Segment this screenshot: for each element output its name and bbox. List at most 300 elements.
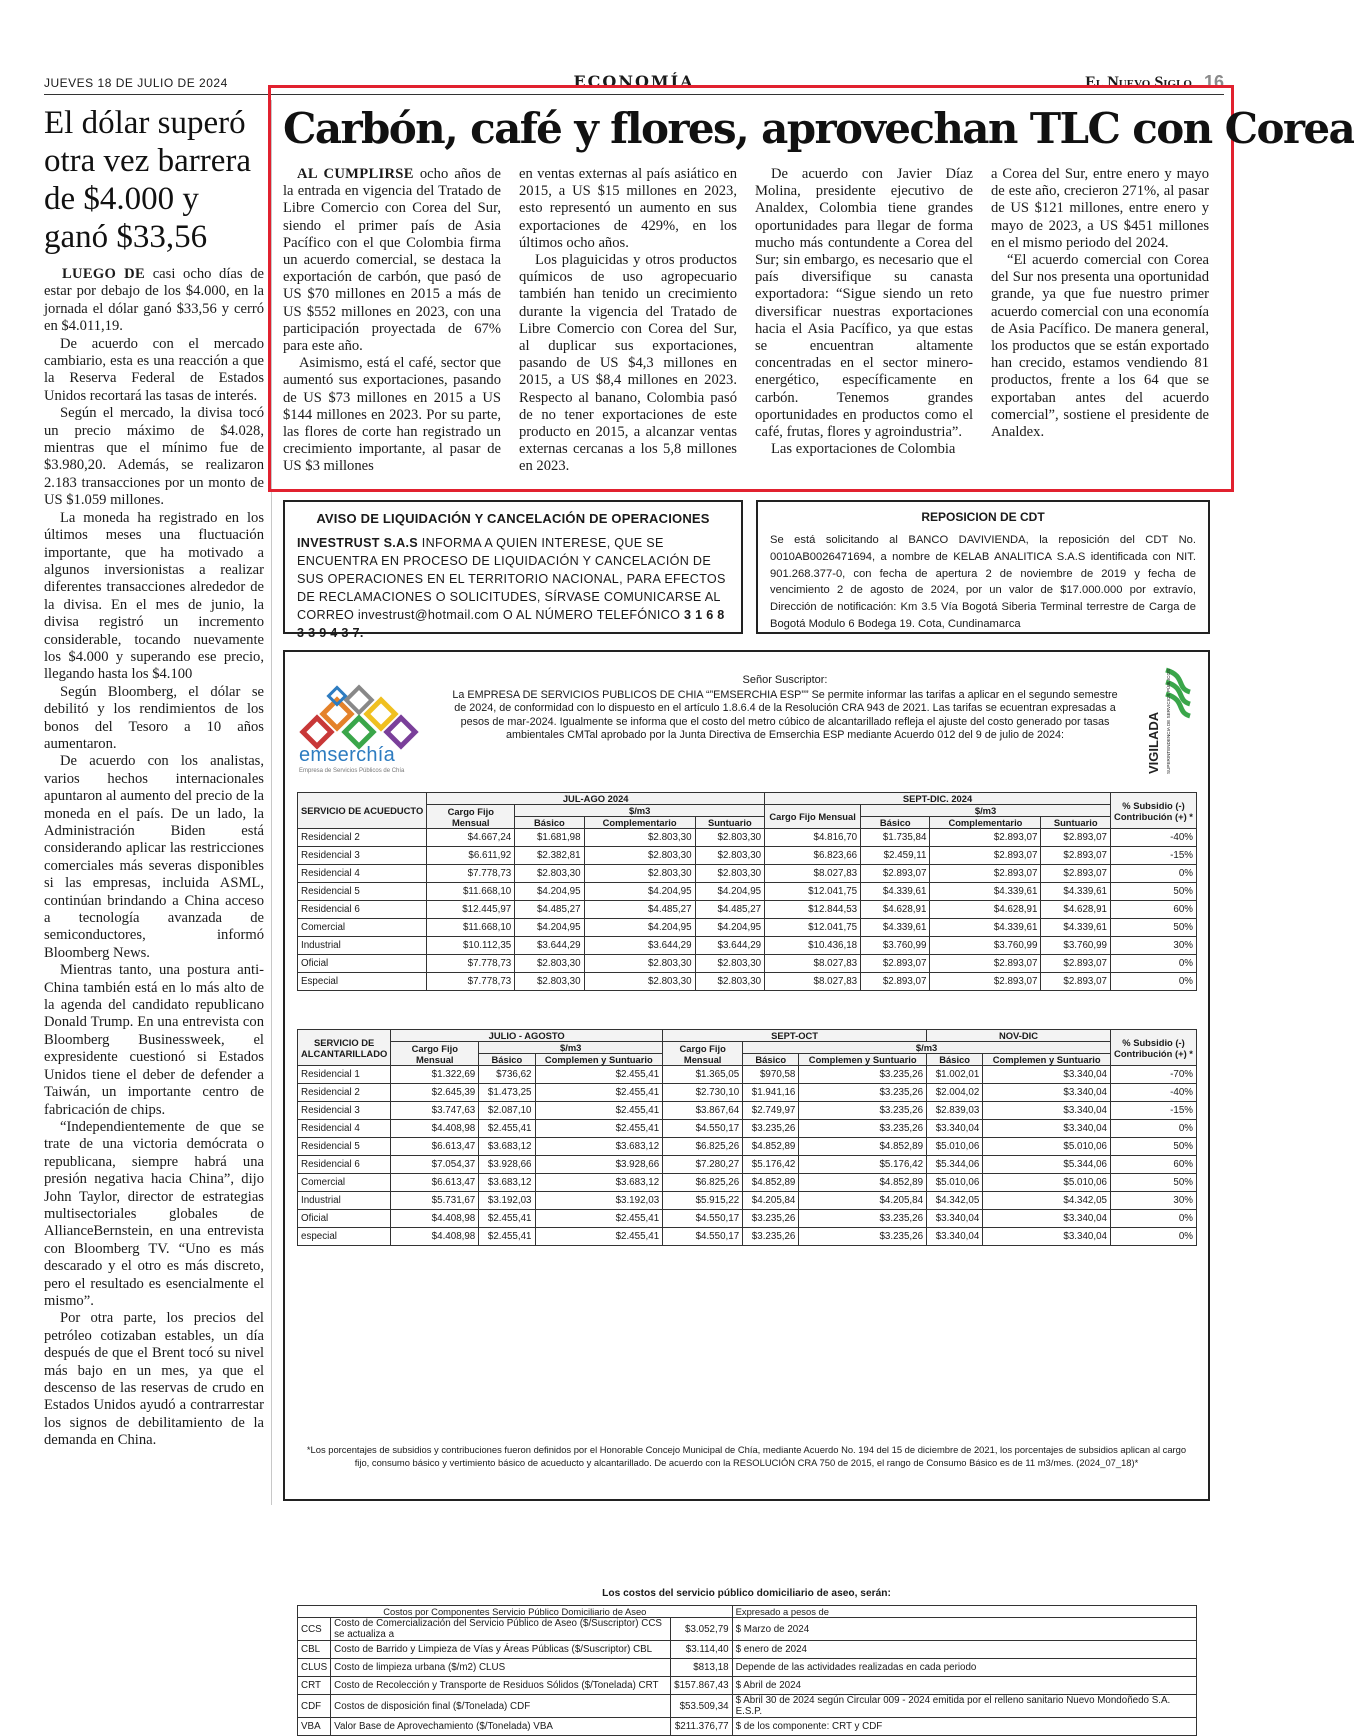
table-cell: $4.204,95: [515, 919, 584, 937]
table-cell: $2.455,41: [535, 1084, 663, 1102]
col-header: SEPT-OCT: [663, 1030, 927, 1042]
article-paragraph: La moneda ha registrado en los últimos meses una fluctuación importante, que ha motivado a algunos inversionistas a realizar diferentes transacciones alrededor de la divisa. En el mes de junio, la divisa registró un incremento considerable, tocando nuevamente los $4.000 y superando ese precio, llegando hasta los $4.100: [44, 509, 264, 683]
table-cell: $3.683,12: [535, 1174, 663, 1192]
table-cell: $2.455,41: [535, 1066, 663, 1084]
row-label: Residencial 3: [298, 1102, 391, 1120]
table-cell: $3.644,29: [584, 937, 695, 955]
table-row: [298, 1695, 1197, 1718]
table-cell: 0%: [1111, 955, 1197, 973]
aseo-table-body: [298, 1618, 1197, 1736]
article-paragraph: Por otra parte, los precios del petróleo cotizaban estables, un día después de que el Brent tocó su nivel más bajo en un mes, ya que el descenso de las reservas de crudo en Estados Unidos ayudó a contrarrestar los signos de debilitamiento de la demanda en China.: [44, 1310, 264, 1449]
cdt-notice: [756, 500, 1210, 634]
col-header: $/m3: [479, 1042, 663, 1054]
dollar-article-title: El dólar superó otra vez barrera de $4.000 y ganó $33,56: [44, 105, 252, 255]
table-cell: 50%: [1111, 1174, 1197, 1192]
table-cell: $2.893,07: [1041, 847, 1111, 865]
table-cell: $3.340,04: [927, 1120, 983, 1138]
cost-value: $813,18: [671, 1659, 732, 1677]
table-cell: $4.628,91: [930, 901, 1041, 919]
notice-text: O AL NÚMERO TELEFÓNICO: [499, 608, 684, 622]
table-cell: $4.339,61: [861, 919, 930, 937]
paragraph-text: casi ocho días de estar por debajo de los $4.000, en la jornada el dólar ganó $33,56 y cerró en $4.011,19.: [44, 266, 264, 335]
table-cell: 0%: [1111, 865, 1197, 883]
vigilada-seal-icon: [1136, 666, 1192, 776]
table-cell: $3.340,04: [983, 1228, 1111, 1246]
col-header: NOV-DIC: [927, 1030, 1111, 1042]
row-label: especial: [298, 1228, 391, 1246]
table-row: [298, 1641, 1197, 1659]
tlc-article-title: Carbón, café y flores, aprovechan TLC con Corea: [283, 104, 1354, 153]
col-header: Cargo Fijo Mensual: [663, 1042, 743, 1066]
table-cell: $6.823,66: [765, 847, 861, 865]
tlc-article-body: [283, 166, 1213, 486]
alcantarillado-table-body: [298, 1066, 1197, 1246]
article-column-3: [755, 166, 973, 458]
emserchia-tariff-notice: [283, 650, 1210, 1732]
cost-description: Costo de Comercialización del Servicio Público de Aseo ($/Suscriptor) CCS se actualiza a: [331, 1618, 671, 1641]
col-header: Básico: [479, 1054, 535, 1066]
cost-description: Valor Base de Aprovechamiento ($/Tonelada) VBA: [331, 1718, 671, 1736]
table-cell: $5.176,42: [799, 1156, 927, 1174]
table-cell: $5.010,06: [927, 1174, 983, 1192]
table-cell: $4.485,27: [515, 901, 584, 919]
table-row: [298, 1084, 1197, 1102]
page-date: JUEVES 18 DE JULIO DE 2024: [44, 76, 228, 90]
table-cell: $3.340,04: [983, 1084, 1111, 1102]
cost-value: $211.376,77: [671, 1718, 732, 1736]
table-cell: $8.027,83: [765, 865, 861, 883]
cost-description: Costo de limpieza urbana ($/m2) CLUS: [331, 1659, 671, 1677]
table-cell: $2.455,41: [535, 1210, 663, 1228]
table-cell: $4.485,27: [584, 901, 695, 919]
article-paragraph: Según Bloomberg, el dólar se debilitó y los rendimientos de los bonos del Tesoro a 10 años aumentaron.: [44, 683, 264, 752]
vigilada-label: VIGILADA: [1146, 711, 1161, 774]
table-row: [298, 1120, 1197, 1138]
table-cell: $10.112,35: [427, 937, 515, 955]
cost-code: CRT: [298, 1677, 331, 1695]
table-row: [298, 1156, 1197, 1174]
table-cell: $5.344,06: [927, 1156, 983, 1174]
table-cell: $3.760,99: [861, 937, 930, 955]
table-cell: $3.235,26: [799, 1228, 927, 1246]
table-cell: $4.204,95: [515, 883, 584, 901]
table-cell: $3.235,26: [799, 1120, 927, 1138]
table-row: [298, 847, 1197, 865]
col-header: Complementario: [930, 817, 1041, 829]
article-paragraph: Asimismo, está el café, sector que aumentó sus exportaciones, pasando de US $73 millones en 2015 a US $144 millones en 2023. Por su parte, las flores de corte han registrado un crecimiento importante, al pasar de US $3 millones: [283, 355, 501, 475]
table-cell: $1.681,98: [515, 829, 584, 847]
cost-code: CLUS: [298, 1659, 331, 1677]
table-cell: $3.340,04: [983, 1102, 1111, 1120]
table-cell: $2.803,30: [695, 865, 765, 883]
col-header: Básico: [861, 817, 930, 829]
table-row: [298, 1192, 1197, 1210]
table-cell: 0%: [1111, 1210, 1197, 1228]
table-cell: $4.628,91: [1041, 901, 1111, 919]
col-header: Complementario: [584, 817, 695, 829]
col-header: Cargo Fijo Mensual: [427, 805, 515, 829]
tlc-article: [283, 104, 1354, 475]
article-paragraph: Los plaguicidas y otros productos químicos de uso agropecuario también han tenido un crecimiento durante la vigencia del Tratado de Libre Comercio con Corea del Sur, al duplicar sus exportaciones, pasando de US $4,3 millones en 2015, a US $8,4 millones en 2023. Respecto al banano, Colombia pasó de no tener exportaciones de este producto en 2015, a alcanzar ventas externas cercanas a los 5,8 millones en 2023.: [519, 252, 737, 475]
table-row: [298, 829, 1197, 847]
col-header: SERVICIO DE ALCANTARILLADO: [298, 1030, 391, 1066]
table-cell: $4.204,95: [584, 919, 695, 937]
row-label: Oficial: [298, 1210, 391, 1228]
table-cell: $4.205,84: [743, 1192, 799, 1210]
table-cell: $1.735,84: [861, 829, 930, 847]
table-cell: $4.204,95: [695, 919, 765, 937]
table-cell: $3.683,12: [479, 1174, 535, 1192]
table-cell: $3.867,64: [663, 1102, 743, 1120]
table-cell: $2.455,41: [535, 1228, 663, 1246]
cost-value: $53.509,34: [671, 1695, 732, 1718]
col-header: SEPT-DIC. 2024: [765, 793, 1111, 805]
table-cell: $6.825,26: [663, 1174, 743, 1192]
table-row: [298, 1210, 1197, 1228]
table-cell: $3.760,99: [930, 937, 1041, 955]
table-cell: $6.611,92: [427, 847, 515, 865]
table-cell: $10.436,18: [765, 937, 861, 955]
emserchia-logo-text: emserchía: [299, 744, 396, 766]
table-cell: $6.613,47: [391, 1138, 479, 1156]
table-row: [298, 1102, 1197, 1120]
vigilada-sublabel: SUPERINTENDENCIA DE SERVICIOS PÚBLICOS: [1166, 668, 1171, 774]
table-cell: 0%: [1111, 1228, 1197, 1246]
table-cell: $4.852,89: [799, 1174, 927, 1192]
row-label: Residencial 6: [298, 901, 427, 919]
cdt-notice-title: REPOSICION DE CDT: [921, 510, 1045, 524]
table-cell: $7.054,37: [391, 1156, 479, 1174]
table-cell: $2.455,41: [479, 1210, 535, 1228]
table-row: [298, 973, 1197, 991]
table-cell: $2.893,07: [930, 847, 1041, 865]
table-cell: $7.778,73: [427, 955, 515, 973]
article-column-1: [283, 166, 501, 476]
table-cell: $3.340,04: [927, 1210, 983, 1228]
notice-greeting: Señor Suscriptor:: [742, 674, 828, 686]
table-cell: $4.339,61: [1041, 883, 1111, 901]
table-cell: $4.852,89: [743, 1174, 799, 1192]
table-cell: $4.339,61: [1041, 919, 1111, 937]
table-row: [298, 1138, 1197, 1156]
table-cell: $2.893,07: [1041, 865, 1111, 883]
table-cell: $2.803,30: [584, 973, 695, 991]
newspaper-name: El Nuevo Siglo: [1085, 74, 1192, 91]
article-paragraph: De acuerdo con el mercado cambiario, esta es una reacción a que la Reserva Federal de Estados Unidos recortará las tasas de interés.: [44, 335, 264, 404]
article-paragraph: De acuerdo con los analistas, varios hechos internacionales apuntaron al aumento del precio de la moneda en el país. De un lado, la Administración Biden está considerando aplicar las restricciones comerciales más severas disponibles si las empresas, incluida ASML, continúan brindando a China acceso a tecnología avanzada de semiconductores, informó Bloomberg News.: [44, 753, 264, 961]
table-cell: 0%: [1111, 1120, 1197, 1138]
table-row: [298, 1174, 1197, 1192]
table-cell: 30%: [1111, 937, 1197, 955]
table-cell: $2.893,07: [1041, 955, 1111, 973]
table-cell: $4.816,70: [765, 829, 861, 847]
table-row: [298, 865, 1197, 883]
table-cell: $4.852,89: [799, 1138, 927, 1156]
table-cell: $5.344,06: [983, 1156, 1111, 1174]
row-label: Residencial 5: [298, 883, 427, 901]
table-cell: $4.339,61: [930, 919, 1041, 937]
article-paragraph: “El acuerdo comercial con Corea del Sur nos presenta una oportunidad grande, ya que fue nuestro primer acuerdo comercial con una economía de Asia Pacífico. De manera general, los productos que se están exportado han crecido, estamos vendiendo 81 productos, frente a los 64 que se exportaban antes del acuerdo comercial”, sostiene el presidente de Analdex.: [991, 252, 1209, 441]
table-cell: $2.645,39: [391, 1084, 479, 1102]
article-paragraph: en ventas externas al país asiático en 2015, a US $15 millones en 2023, esto representó un aumento en sus exportaciones de 429%, en los últimos ocho años.: [519, 166, 737, 251]
table-cell: $12.445,97: [427, 901, 515, 919]
table-cell: $5.010,06: [927, 1138, 983, 1156]
article-paragraph: Mientras tanto, una postura anti-China también está en lo más alto de la agenda del candidato republicano Donald Trump. En una entrevista con Bloomberg Businessweek, el expresidente cuestionó si Estados Unidos tiene el deber de defender a Taiwán, un importante centro de fabricación de chips.: [44, 962, 264, 1118]
row-label: Residencial 2: [298, 829, 427, 847]
article-paragraph: [44, 266, 264, 336]
table-cell: $2.803,30: [515, 973, 584, 991]
table-cell: -15%: [1111, 1102, 1197, 1120]
col-header: Cargo Fijo Mensual: [765, 805, 861, 829]
article-paragraph: “Independientemente de que se trate de una victoria demócrata o republicana, siempre habrá una presión negativa hacia China”, dijo John Taylor, director de estrategias multisectoriales globales de AllianceBernstein, en una entrevista con Bloomberg TV. “Uno es más descarado y el otro es más discreto, pero el resultado es esencialmente el mismo”.: [44, 1118, 264, 1309]
cost-reference: $ Abril de 2024: [732, 1677, 1196, 1695]
table-cell: -70%: [1111, 1066, 1197, 1084]
article-paragraph: De acuerdo con Javier Díaz Molina, presidente ejecutivo de Analdex, Colombia tiene grandes oportunidades para llegar de forma mucho más contundente a Corea del Sur; sin embargo, es necesario que el país diversifique su canasta exportadora: “Sigue siendo un reto diversificar nuestras exportaciones hacia el Asia Pacífico, ya que estas se encuentran altamente concentradas en el sector minero-energético, específicamente en carbón. Tenemos grandes oportunidades en productos como el café, frutas, flores y agroindustria”.: [755, 166, 973, 441]
table-cell: $5.915,22: [663, 1192, 743, 1210]
table-cell: $3.644,29: [695, 937, 765, 955]
aseo-costs-table: [297, 1605, 1197, 1736]
col-header: Complemen y Suntuario: [799, 1054, 927, 1066]
table-cell: $2.803,30: [695, 973, 765, 991]
table-cell: $2.893,07: [930, 973, 1041, 991]
row-label: Residencial 2: [298, 1084, 391, 1102]
row-label: Comercial: [298, 919, 427, 937]
col-header: Cargo Fijo Mensual: [391, 1042, 479, 1066]
table-row: [298, 1718, 1197, 1736]
col-header: JUL-AGO 2024: [427, 793, 765, 805]
table-cell: $12.844,53: [765, 901, 861, 919]
table-cell: $2.893,07: [1041, 829, 1111, 847]
table-cell: $4.408,98: [391, 1228, 479, 1246]
table-cell: $1.322,69: [391, 1066, 479, 1084]
cost-code: CCS: [298, 1618, 331, 1641]
row-label: Residencial 4: [298, 1120, 391, 1138]
table-cell: $2.893,07: [861, 973, 930, 991]
table-cell: $11.668,10: [427, 919, 515, 937]
row-label: Especial: [298, 973, 427, 991]
table-row: [298, 1228, 1197, 1246]
table-row: [298, 1659, 1197, 1677]
table-cell: -40%: [1111, 829, 1197, 847]
table-cell: $3.928,66: [479, 1156, 535, 1174]
row-label: Residencial 3: [298, 847, 427, 865]
table-cell: $3.340,04: [927, 1228, 983, 1246]
table-row: [298, 901, 1197, 919]
table-cell: $2.803,30: [584, 865, 695, 883]
table-cell: $3.235,26: [799, 1066, 927, 1084]
table-cell: $2.455,41: [479, 1120, 535, 1138]
col-header: Suntuario: [1041, 817, 1111, 829]
table-cell: $6.825,26: [663, 1138, 743, 1156]
table-cell: $4.339,61: [930, 883, 1041, 901]
table-cell: $3.644,29: [515, 937, 584, 955]
col-header: % Subsidio (-) Contribución (+) *: [1111, 1030, 1197, 1066]
cost-value: $157.867,43: [671, 1677, 732, 1695]
table-cell: $5.010,06: [983, 1138, 1111, 1156]
table-row: [298, 1066, 1197, 1084]
table-cell: $3.683,12: [535, 1138, 663, 1156]
col-header: $/m3: [861, 805, 1111, 817]
col-header: Básico: [515, 817, 584, 829]
table-cell: $2.455,41: [479, 1228, 535, 1246]
col-header: Suntuario: [695, 817, 765, 829]
table-cell: $7.778,73: [427, 973, 515, 991]
table-cell: $2.803,30: [515, 865, 584, 883]
table-cell: $2.893,07: [1041, 973, 1111, 991]
table-cell: 50%: [1111, 883, 1197, 901]
table-cell: $11.668,10: [427, 883, 515, 901]
cost-reference: Depende de las actividades realizadas en cada periodo: [732, 1659, 1196, 1677]
table-cell: $2.455,41: [535, 1102, 663, 1120]
table-cell: $1.365,05: [663, 1066, 743, 1084]
table-cell: $5.731,67: [391, 1192, 479, 1210]
col-header: Complemen y Suntuario: [983, 1054, 1111, 1066]
liquidation-notice-body: [285, 526, 741, 642]
table-cell: $2.803,30: [584, 847, 695, 865]
table-cell: $2.803,30: [695, 955, 765, 973]
col-header: % Subsidio (-) Contribución (+) *: [1111, 793, 1197, 829]
table-cell: $3.928,66: [535, 1156, 663, 1174]
table-cell: $736,62: [479, 1066, 535, 1084]
table-cell: $970,58: [743, 1066, 799, 1084]
table-cell: $4.342,05: [927, 1192, 983, 1210]
table-cell: 60%: [1111, 901, 1197, 919]
table-cell: -40%: [1111, 1084, 1197, 1102]
table-cell: $2.893,07: [930, 955, 1041, 973]
table-cell: 30%: [1111, 1192, 1197, 1210]
section-name: ECONOMÍA: [573, 72, 695, 91]
cost-code: VBA: [298, 1718, 331, 1736]
table-cell: $2.803,30: [515, 955, 584, 973]
table-cell: $2.087,10: [479, 1102, 535, 1120]
table-cell: $2.004,02: [927, 1084, 983, 1102]
article-column-4: [991, 166, 1209, 441]
table-row: [298, 919, 1197, 937]
table-cell: $3.235,26: [743, 1210, 799, 1228]
table-cell: 60%: [1111, 1156, 1197, 1174]
alcantarillado-tariff-table: [297, 1029, 1197, 1246]
paragraph-text: ocho años de la entrada en vigencia del Tratado de Libre Comercio con Corea del Sur, siendo el primer país de Asia Pacífico con el que Colombia firma un acuerdo comercial, se destaca la exportación de carbón, que pasó de US $70 millones en 2015 a más de US $552 millones en 2023, con una participación proyectada de 67% para este año.: [283, 166, 501, 355]
company-name: INVESTRUST S.A.S: [297, 536, 418, 550]
col-header: JULIO - AGOSTO: [391, 1030, 663, 1042]
liquidation-notice: [283, 500, 743, 640]
row-label: Residencial 1: [298, 1066, 391, 1084]
table-cell: $2.803,30: [584, 955, 695, 973]
table-cell: $2.382,81: [515, 847, 584, 865]
table-cell: $5.176,42: [743, 1156, 799, 1174]
table-cell: $2.893,07: [861, 865, 930, 883]
table-cell: $6.613,47: [391, 1174, 479, 1192]
table-cell: 50%: [1111, 919, 1197, 937]
table-cell: 0%: [1111, 973, 1197, 991]
row-label: Residencial 5: [298, 1138, 391, 1156]
row-label: Oficial: [298, 955, 427, 973]
table-cell: $4.628,91: [861, 901, 930, 919]
article-paragraph: Las exportaciones de Colombia: [771, 441, 956, 458]
cost-reference: $ Marzo de 2024: [732, 1618, 1196, 1641]
cdt-notice-body: Se está solicitando al BANCO DAVIVIENDA, la reposición del CDT No. 0010AB0026471694, a nombre de KELAB ANALITICA S.A.S identificada con NIT. 901.268.377-0, con fecha de apertura 2 de noviembre de 2019 y fecha de vencimiento 2 de agosto de 2024, por un valor de $17.000.000 por extravío, Dirección de notificación: Km 3.5 Vía Bogotá Siberia Terminal terrestre de Carga de Bogotá Modulo 6 Bodega 19. Cota, Cundinamarca: [770, 534, 1196, 630]
tariff-footnote: *Los porcentajes de subsidios y contribuciones fueron definidos por el Honorable Concejo Municipal de Chía, mediante Acuerdo No. 194 del 15 de diciembre de 2021, los porcentajes de subsidios aplican al cargo fijo, consumo básico y vertimiento básico de acueducto y alcantarillado. De acuerdo con la RESOLUCIÓN CRA 750 de 2015, el rango de Consumo Básico es de 11 m3/mes. (2024_07_18)*: [306, 1444, 1187, 1468]
table-cell: 50%: [1111, 1138, 1197, 1156]
dollar-article-body: [44, 266, 264, 1450]
row-label: Residencial 6: [298, 1156, 391, 1174]
row-label: Industrial: [298, 937, 427, 955]
article-paragraph: a Corea del Sur, entre enero y mayo de este año, crecieron 271%, al pasar de US $121 millones, entre enero y mayo de 2023, a US $451 millones en el mismo periodo del 2024.: [991, 166, 1209, 251]
row-label: Comercial: [298, 1174, 391, 1192]
cost-code: CBL: [298, 1641, 331, 1659]
table-cell: $2.803,30: [695, 829, 765, 847]
table-cell: $2.803,30: [584, 829, 695, 847]
table-row: [298, 1618, 1197, 1641]
cost-value: $3.052,79: [671, 1618, 732, 1641]
table-cell: $4.339,61: [861, 883, 930, 901]
col-header: $/m3: [515, 805, 765, 817]
table-cell: $2.730,10: [663, 1084, 743, 1102]
table-cell: $3.192,03: [535, 1192, 663, 1210]
table-cell: $2.749,97: [743, 1102, 799, 1120]
table-row: [298, 955, 1197, 973]
table-cell: -15%: [1111, 847, 1197, 865]
table-cell: $3.235,26: [743, 1228, 799, 1246]
col-header: Complemen y Suntuario: [535, 1054, 663, 1066]
col-header: Básico: [743, 1054, 799, 1066]
table-cell: $3.683,12: [479, 1138, 535, 1156]
table-row: [298, 883, 1197, 901]
cost-description: Costo de Barrido y Limpieza de Vías y Áreas Públicas ($/Suscriptor) CBL: [331, 1641, 671, 1659]
table-cell: $4.550,17: [663, 1120, 743, 1138]
table-cell: $1.941,16: [743, 1084, 799, 1102]
table-row: [298, 1677, 1197, 1695]
article-column-2: [519, 166, 737, 476]
col-header: Expresado a pesos de: [732, 1606, 1196, 1618]
lead-caps: AL CUMPLIRSE: [297, 166, 414, 182]
table-cell: $12.041,75: [765, 883, 861, 901]
page-number: 16: [1203, 72, 1224, 92]
notice-text: INFORMA A QUIEN INTERESE, QUE SE ENCUENTRA EN PROCESO DE LIQUIDACIÓN Y CANCELACIÓN DE SUS OPERACIONES EN EL TERRITORIO NACIONAL, PARA EFECTOS DE RECLAMACIONES O SOLICITUDES, SÍRVASE COMUNICARSE AL CORREO: [297, 536, 726, 622]
table-cell: $1.002,01: [927, 1066, 983, 1084]
table-cell: $2.803,30: [695, 847, 765, 865]
table-cell: $4.852,89: [743, 1138, 799, 1156]
table-cell: $3.340,04: [983, 1120, 1111, 1138]
cost-description: Costos de disposición final ($/Tonelada) CDF: [331, 1695, 671, 1718]
cost-value: $3.114,40: [671, 1641, 732, 1659]
table-cell: $3.192,03: [479, 1192, 535, 1210]
table-cell: $2.459,11: [861, 847, 930, 865]
table-cell: $7.778,73: [427, 865, 515, 883]
table-cell: $4.204,95: [584, 883, 695, 901]
col-header: SERVICIO DE ACUEDUCTO: [298, 793, 427, 829]
table-cell: $5.010,06: [983, 1174, 1111, 1192]
acueducto-table-body: [298, 829, 1197, 991]
table-cell: $8.027,83: [765, 955, 861, 973]
row-label: Residencial 4: [298, 865, 427, 883]
table-cell: $3.747,63: [391, 1102, 479, 1120]
liquidation-notice-title: AVISO DE LIQUIDACIÓN Y CANCELACIÓN DE OPERACIONES: [316, 511, 710, 526]
table-cell: $3.235,26: [799, 1210, 927, 1228]
cost-reference: $ Abril 30 de 2024 según Circular 009 - 2024 emitida por el relleno sanitario Nuevo Mondoñedo S.A. E.S.P.: [732, 1695, 1196, 1718]
acueducto-tariff-table: [297, 792, 1197, 991]
table-cell: $3.760,99: [1041, 937, 1111, 955]
table-cell: $2.893,07: [930, 865, 1041, 883]
cost-code: CDF: [298, 1695, 331, 1718]
dollar-article: [44, 104, 264, 1450]
table-cell: $3.340,04: [983, 1210, 1111, 1228]
row-label: Industrial: [298, 1192, 391, 1210]
table-cell: $8.027,83: [765, 973, 861, 991]
table-cell: $4.205,84: [799, 1192, 927, 1210]
table-cell: $2.455,41: [535, 1120, 663, 1138]
table-cell: $4.408,98: [391, 1210, 479, 1228]
